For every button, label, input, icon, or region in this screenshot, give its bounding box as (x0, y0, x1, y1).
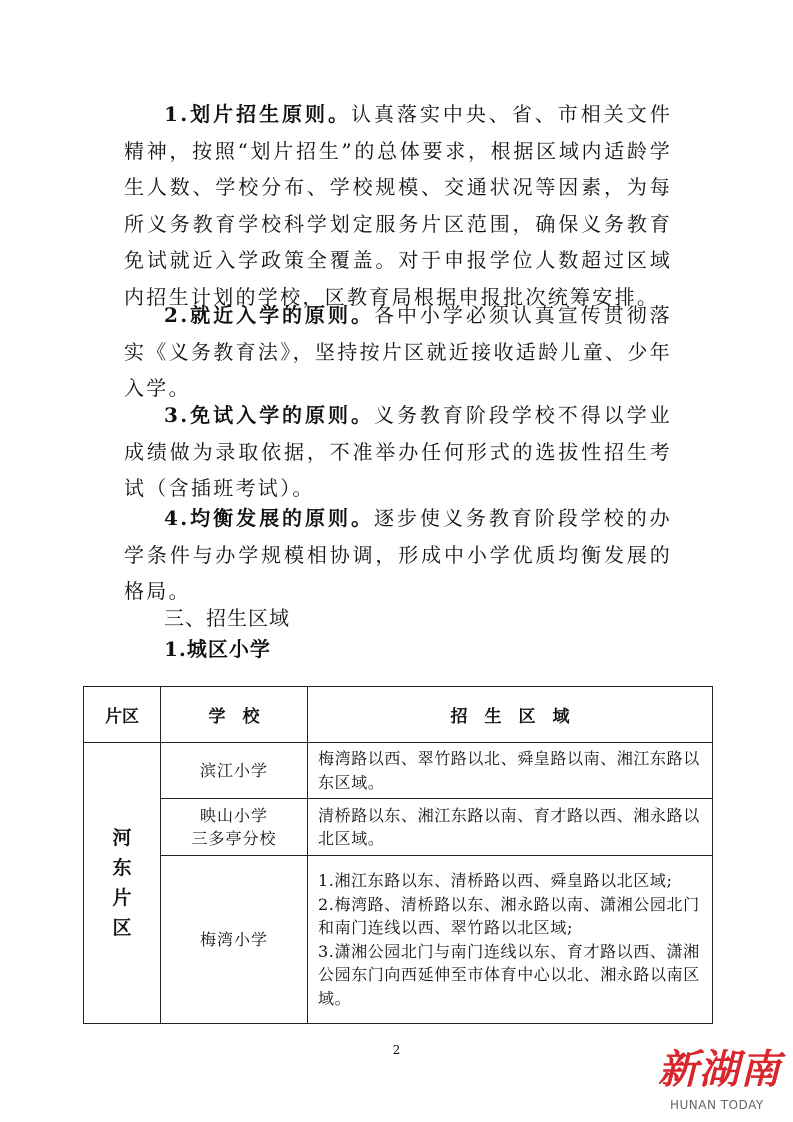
zone-text: 清桥路以东、湘江东路以南、育才路以西、湘永路以北区域。 (318, 805, 700, 848)
logo-text: 新湖南 (658, 1047, 781, 1093)
page-number: 2 (392, 1043, 401, 1057)
paragraph-1-lead: 1.划片招生原则。 (164, 102, 351, 126)
header-area: 片区 (84, 687, 161, 743)
area-char: 片 (112, 887, 132, 909)
paragraph-1-body: 认真落实中央、省、市相关文件精神，按照“划片招生”的总体要求，根据区域内适龄学生人数、学校分布、学校规模、交通状况等因素，为每所义务教育学校科学划定服务片区范围，确保义务教育免试就近入学政策全覆盖。对于申报学位人数超过区域内招生计划的学校，区教育局根据申报批次统筹安排。 (124, 102, 672, 309)
zone-cell (308, 856, 713, 1024)
hunan-today-logo (650, 1046, 790, 1122)
paragraph-4-body: 逐步使义务教育阶段学校的办学条件与办学规模相协调，形成中小学优质均衡发展的格局。 (124, 506, 672, 603)
table-row (84, 799, 713, 856)
school-name: 三多亭分校 (191, 829, 277, 848)
paragraph-3 (124, 397, 672, 507)
paragraph-2-body: 各中小学必须认真宣传贯彻落实《义务教育法》，坚持按片区就近接收适龄儿童、少年入学。 (124, 303, 672, 400)
section-heading: 三、招生区域 (164, 606, 290, 630)
zone-text: 梅湾路以西、翠竹路以北、舜皇路以南、湘江东路以东区域。 (318, 749, 700, 792)
zone-cell (308, 743, 713, 799)
table-row (84, 856, 713, 1024)
school-cell (161, 856, 308, 1024)
paragraph-1 (124, 96, 672, 315)
paragraph-3-lead: 3.免试入学的原则。 (164, 403, 374, 427)
school-name: 映山小学 (199, 806, 268, 825)
table-row (84, 743, 713, 799)
school-name: 滨江小学 (199, 761, 268, 780)
school-name: 梅湾小学 (199, 930, 268, 949)
school-cell (161, 799, 308, 856)
zone-text: 3.潇湘公园北门与南门连线以东、育才路以西、潇湘公园东门向西延伸至市体育中心以北、湘永路以南区域。 (318, 941, 700, 1008)
area-cell-hedong (84, 743, 161, 1024)
paragraph-2 (124, 297, 672, 407)
enrollment-zone-table (83, 686, 713, 1024)
area-char: 河 (112, 827, 132, 849)
sub-heading: 1.城区小学 (164, 637, 271, 661)
paragraph-4-lead: 4.均衡发展的原则。 (164, 506, 374, 530)
header-zone: 招 生 区 域 (308, 687, 713, 743)
zone-text: 2.梅湾路、清桥路以东、湘永路以南、潇湘公园北门和南门连线以西、翠竹路以北区域; (318, 894, 700, 937)
zone-text: 1.湘江东路以东、清桥路以西、舜皇路以北区域; (318, 871, 673, 890)
paragraph-2-lead: 2.就近入学的原则。 (164, 303, 374, 327)
table-header-row (84, 687, 713, 743)
area-char: 区 (112, 917, 132, 939)
school-cell (161, 743, 308, 799)
logo-subtitle: HUNAN TODAY (670, 1098, 764, 1112)
paragraph-4 (124, 500, 672, 610)
area-char: 东 (112, 857, 132, 879)
zone-cell (308, 799, 713, 856)
header-school: 学 校 (161, 687, 308, 743)
paragraph-3-body: 义务教育阶段学校不得以学业成绩做为录取依据，不准举办任何形式的选拔性招生考试（含插班考试）。 (124, 403, 672, 500)
